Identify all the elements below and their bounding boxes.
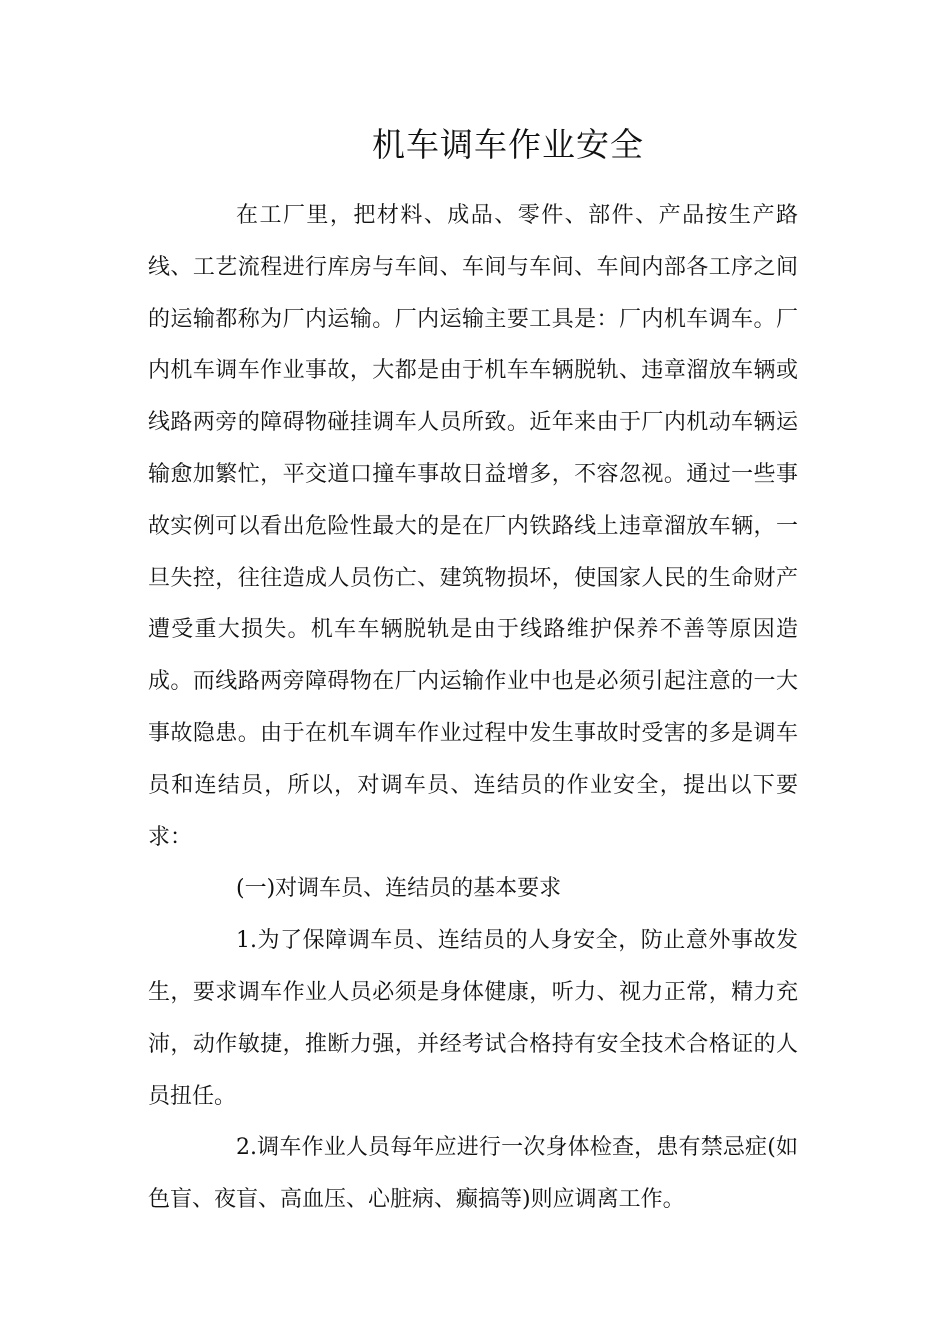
paragraph-requirement-2: 2.调车作业人员每年应进行一次身体检查，患有禁忌症(如色盲、夜盲、高血压、心脏病、癫搞等)则应调离工作。 (148, 1135, 798, 1213)
document-title: 机车调车作业安全 (372, 125, 644, 164)
document-body (148, 190, 798, 1226)
paragraph-intro: 在工厂里，把材料、成品、零件、部件、产品按生产路线、工艺流程进行库房与车间、车间与车间、车间内部各工序之间的运输都称为厂内运输。厂内运输主要工具是：厂内机车调车。厂内机车调车作业事故，大都是由于机车车辆脱轨、违章溜放车辆或线路两旁的障碍物碰挂调车人员所致。近年来由于厂内机动车辆运输愈加繁忙，平交道口撞车事故日益增多，不容忽视。通过一些事故实例可以看出危险性最大的是在厂内铁路线上违章溜放车辆，一旦失控，往往造成人员伤亡、建筑物损坏，使国家人民的生命财产遭受重大损失。机车车辆脱轨是由于线路维护保养不善等原因造成。而线路两旁障碍物在厂内运输作业中也是必须引起注意的一大事故隐患。由于在机车调车作业过程中发生事故时受害的多是调车员和连结员，所以，对调车员、连结员的作业安全，提出以下要求： (148, 203, 798, 850)
paragraph-requirement-1: 1.为了保障调车员、连结员的人身安全，防止意外事故发生，要求调车作业人员必须是身体健康，听力、视力正常，精力充沛，动作敏捷，推断力强，并经考试合格持有安全技术合格证的人员扭任。 (148, 928, 798, 1109)
section-heading: (一)对调车员、连结员的基本要求 (236, 876, 562, 902)
